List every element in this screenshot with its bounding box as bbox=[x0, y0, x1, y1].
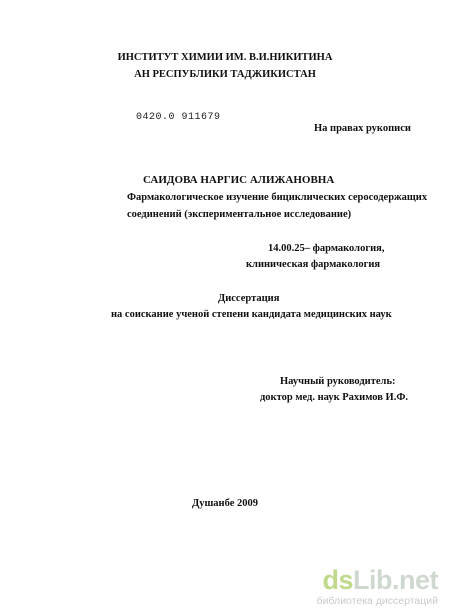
dslib-subtitle: библиотека диссертаций bbox=[316, 595, 438, 607]
supervisor-name: доктор мед. наук Рахимов И.Ф. bbox=[260, 392, 408, 403]
supervisor-label: Научный руководитель: bbox=[280, 376, 396, 387]
document-type: Диссертация bbox=[218, 293, 280, 304]
thesis-title-line-1: Фармакологическое изучение бициклических серосодержащих bbox=[127, 192, 428, 203]
thesis-title-line-2: соединений (экспериментальное исследование) bbox=[127, 209, 352, 220]
registration-stamp: 0420.0 911679 bbox=[136, 112, 221, 123]
dslib-watermark bbox=[317, 566, 438, 607]
institute-name: ИНСТИТУТ ХИМИИ ИМ. В.И.НИКИТИНА bbox=[117, 52, 333, 63]
place-and-year: Душанбе 2009 bbox=[191, 498, 259, 509]
academy-name: АН РЕСПУБЛИКИ ТАДЖИКИСТАН bbox=[134, 69, 316, 80]
degree-sought: на соискание ученой степени кандидата медицинских наук bbox=[111, 309, 392, 320]
dslib-logo-part-1: ds bbox=[322, 565, 353, 595]
specialty-name: клиническая фармакология bbox=[246, 259, 381, 270]
dslib-logo bbox=[317, 566, 438, 594]
manuscript-rights-note: На правах рукописи bbox=[314, 123, 411, 134]
author-name: САИДОВА НАРГИС АЛИЖАНОВНА bbox=[143, 174, 335, 186]
dslib-logo-part-2: Lib.net bbox=[353, 565, 438, 595]
specialty-code: 14.00.25– фармакология, bbox=[268, 243, 385, 254]
